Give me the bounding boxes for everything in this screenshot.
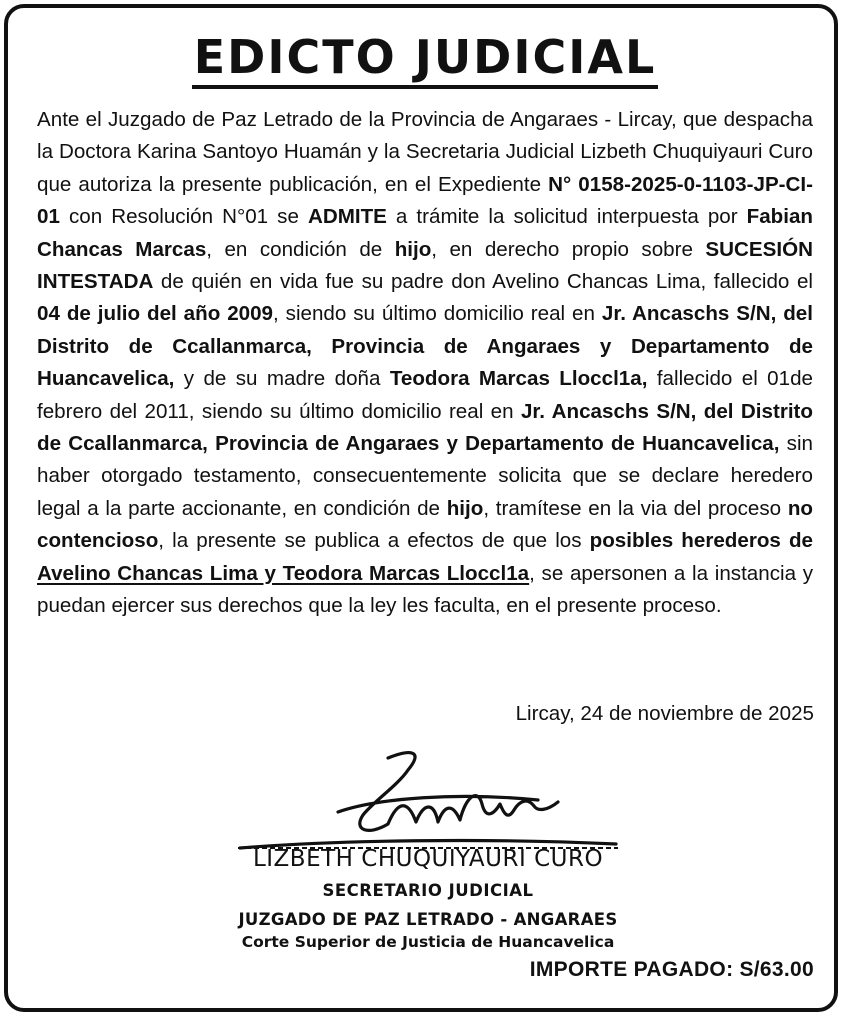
deceased-names: Avelino Chancas Lima y Teodora Marcas Lloccl1a: [37, 561, 530, 585]
possible-heirs-label: posibles herederos de: [589, 529, 813, 553]
body-text-segment: , se apersonen a la instancia y puedan ejercer sus derechos que la ley les faculta, en el presente proceso.: [37, 561, 814, 618]
stamp-court: JUZGADO DE PAZ LETRADO - ANGARAES: [238, 910, 618, 929]
admits-keyword: ADMITE: [307, 205, 387, 229]
mother-address: Jr. Ancaschs S/N, del Distrito de Ccallanmarca, Provincia de Angaraes y Departamento de Huancavelica,: [37, 399, 813, 456]
body-text-segment: y de su madre doña: [174, 367, 390, 391]
stamp-role: SECRETARIO JUDICIAL: [322, 881, 534, 900]
father-death-date: 04 de julio del año 2009: [37, 302, 274, 326]
stamp-name: LIZBETH CHUQUIYAURI CURO: [252, 846, 604, 872]
handwritten-signature: [238, 740, 618, 860]
body-text-segment: Ante el Juzgado de Paz Letrado de la Provincia de Angaraes - Lircay, que despacha la Doctora Karina Santoyo Huamán y la Secretaria Judicial Lizbeth Chuquiyauri Curo que autoriza la presente publicación, en el Expediente: [37, 108, 813, 196]
condition-hijo: hijo: [394, 237, 432, 261]
body-text-segment: con Resolución N°01 se: [59, 205, 308, 229]
amount-paid: IMPORTE PAGADO: S/63.00: [529, 958, 814, 981]
applicant-name: Fabian Chancas Marcas: [37, 205, 813, 261]
body-text-segment: , tramítese en la via del proceso: [483, 496, 788, 520]
succession-type: SUCESIÓN INTESTADA: [37, 237, 813, 294]
father-address: Jr. Ancaschs S/N, del Distrito de Ccallanmarca, Provincia de Angaraes y Departamento de Huancavelica,: [37, 302, 813, 391]
body-text-segment: de quién en vida fue su padre don Avelino Chancas Lima, fallecido el: [153, 270, 813, 294]
title-container: [0, 30, 850, 89]
process-type: no contencioso: [37, 496, 813, 553]
edict-title: EDICTO JUDICIAL: [192, 30, 659, 89]
body-text-segment: , la presente se publica a efectos de que los: [158, 529, 590, 553]
condition-hijo: hijo: [446, 496, 484, 520]
body-text-segment: , en condición de: [206, 237, 395, 261]
body-text-segment: fallecido el 01de febrero del 2011, siendo su último domicilio real en: [37, 367, 813, 423]
body-text-segment: , en derecho propio sobre: [431, 237, 706, 261]
mother-name: Teodora Marcas Lloccl1a,: [389, 367, 648, 391]
case-number: N° 0158-2025-0-1103-JP-CI-01: [37, 172, 813, 229]
edict-date: Lircay, 24 de noviembre de 2025: [515, 702, 814, 725]
body-text-segment: , siendo su último domicilio real en: [273, 302, 602, 326]
body-text-segment: sin haber otorgado testamento, consecuentemente solicita que se declare heredero legal a la parte accionante, en condición de: [37, 432, 813, 520]
edict-body: [37, 104, 813, 623]
stamp-superior-court: Corte Superior de Justicia de Huancavelica: [241, 933, 615, 951]
body-text-segment: a trámite la solicitud interpuesta por: [386, 205, 747, 229]
